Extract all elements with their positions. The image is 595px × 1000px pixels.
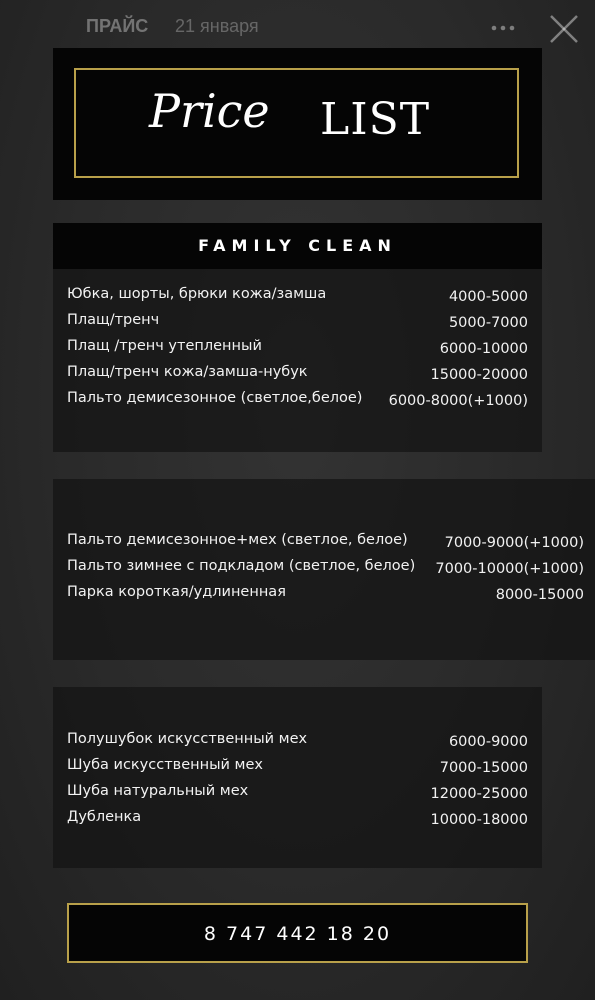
item-price: 15000-20000 [430,367,528,383]
item-name: Пальто демисезонное (светлое,белое) [67,390,363,406]
price-section-2 [53,479,595,660]
item-price: 5000-7000 [448,315,528,331]
price-section-3 [53,687,542,868]
item-price: 6000-8000(+1000) [388,393,528,409]
price-list-title-block [53,48,542,200]
item-name: Плащ/тренч [67,312,160,328]
item-name: Парка короткая/удлиненная [67,584,286,600]
story-header [0,0,595,48]
story-date: 21 января [175,16,259,36]
item-price: 10000-18000 [430,812,528,828]
price-row [67,308,528,332]
item-name: Шуба искусственный мех [67,757,263,773]
price-row [67,805,528,829]
item-price: 7000-10000(+1000) [435,561,584,577]
price-row [67,386,528,410]
section-title: FAMILY CLEAN [198,236,397,255]
more-icon[interactable] [490,18,516,38]
item-price: 7000-15000 [439,760,528,776]
price-row [67,580,584,604]
item-name: Полушубок искусственный мех [67,731,308,747]
phone-number: 8 747 442 18 20 [203,923,392,945]
item-name: Пальто демисезонное+мех (светлое, белое) [67,532,408,548]
close-icon[interactable] [548,13,580,45]
price-row [67,554,584,578]
item-name: Пальто зимнее с подкладом (светлое, белое) [67,558,416,574]
item-price: 12000-25000 [430,786,528,802]
price-row [67,779,528,803]
price-section-1 [53,223,542,452]
item-price: 6000-10000 [439,341,528,357]
item-name: Дубленка [67,809,142,825]
item-name: Шуба натуральный мех [67,783,249,799]
title-caps-word: LIST [320,94,431,145]
title-script-word: Price [149,84,270,138]
item-name: Юбка, шорты, брюки кожа/замша [67,286,327,302]
price-row [67,727,528,751]
item-price: 8000-15000 [495,587,584,603]
item-price: 4000-5000 [448,289,528,305]
item-price: 7000-9000(+1000) [444,535,584,551]
price-row [67,753,528,777]
price-row [67,282,528,306]
section-header-bar [53,223,542,269]
item-name: Плащ /тренч утепленный [67,338,262,354]
phone-number-button[interactable] [67,903,528,963]
item-name: Плащ/тренч кожа/замша-нубук [67,364,308,380]
item-price: 6000-9000 [448,734,528,750]
title-gold-frame [74,68,519,178]
price-row [67,334,528,358]
price-row [67,528,584,552]
price-row [67,360,528,384]
story-author[interactable]: ПРАЙС [86,16,149,36]
